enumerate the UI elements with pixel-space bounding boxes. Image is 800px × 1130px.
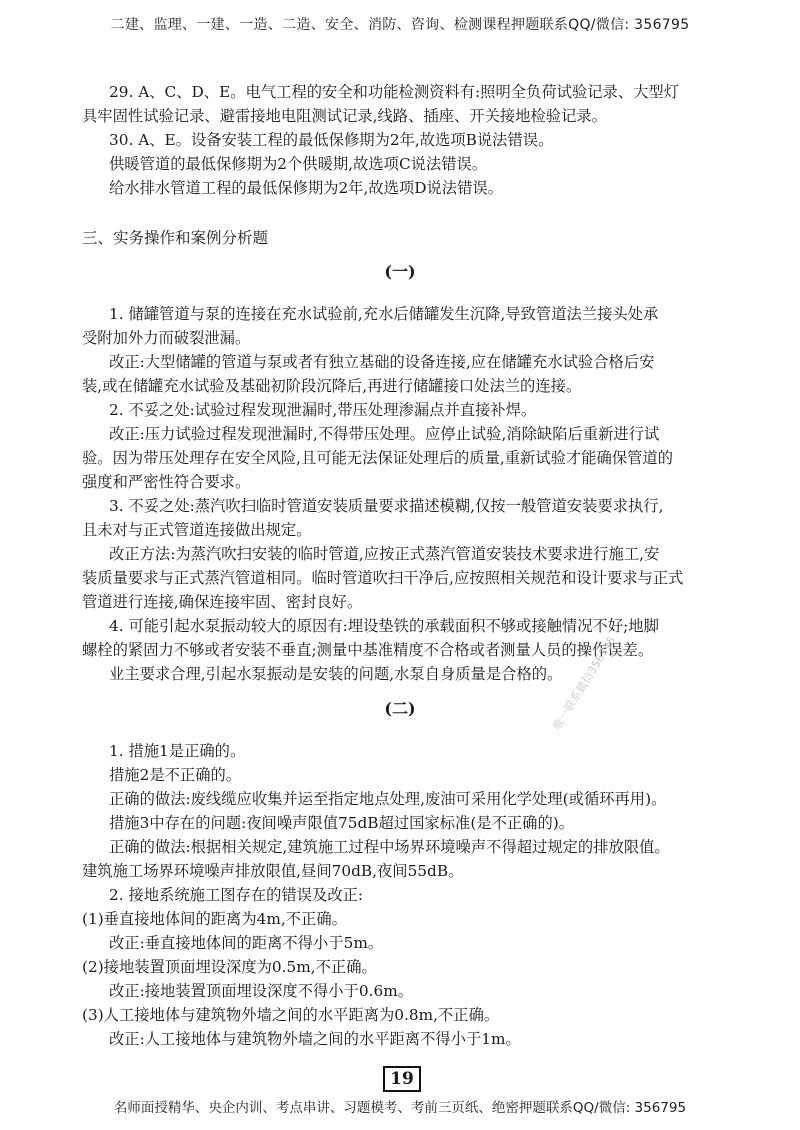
case-2-line: 正确的做法:废线缆应收集并运至指定地点处理,废油可采用化学处理(或循环再用)。: [109, 790, 667, 808]
answer-29-line-1: 29. A、C、D、E。电气工程的安全和功能检测资料有:照明全负荷试验记录、大型灯: [109, 83, 680, 101]
case-2-line: 改正:接地装置顶面埋设深度不得小于0.6m。: [109, 982, 414, 1000]
answer-30-line-3: 给水排水管道工程的最低保修期为2年,故选项D说法错误。: [109, 179, 503, 197]
case-2-line: 1. 措施1是正确的。: [109, 742, 246, 760]
answer-29-line-2: 具牢固性试验记录、避雷接地电阻测试记录,线路、插座、开关接地检验记录。: [82, 107, 607, 125]
case-1-line: 1. 储罐管道与泵的连接在充水试验前,充水后储罐发生沉降,导致管道法兰接头处承: [109, 305, 659, 323]
case-2-line: 建筑施工场界环境噪声排放限值,昼间70dB,夜间55dB。: [82, 862, 464, 880]
case-1-line: 4. 可能引起水泵振动较大的原因有:埋设垫铁的承载面积不够或接触情况不好;地脚: [109, 617, 659, 635]
case-2-line: 措施3中存在的问题:夜间噪声限值75dB超过国家标准(是不正确的)。: [109, 814, 575, 832]
answer-30-line-1: 30. A、E。设备安装工程的最低保修期为2年,故选项B说法错误。: [109, 131, 554, 149]
case-2-line: 改正:垂直接地体间的距离不得小于5m。: [109, 934, 384, 952]
case-1-line: 装,或在储罐充水试验及基础初阶段沉降后,再进行储罐接口处法兰的连接。: [82, 377, 582, 395]
case-2-line: 措施2是不正确的。: [109, 766, 242, 784]
case-1-line: 强度和严密性符合要求。: [82, 473, 251, 491]
case-1-line: 2. 不妥之处:试验过程发现泄漏时,带压处理渗漏点并直接补焊。: [109, 401, 537, 419]
case-1-line: 改正:大型储罐的管道与泵或者有独立基础的设备连接,应在储罐充水试验合格后安: [109, 353, 655, 371]
case-1-line: 3. 不妥之处:蒸汽吹扫临时管道安装质量要求描述模糊,仅按一般管道安装要求执行,: [109, 497, 664, 515]
case-1-line: 且未对与正式管道连接做出规定。: [82, 521, 312, 539]
case-2-line: 2. 接地系统施工图存在的错误及改正:: [109, 886, 364, 904]
watermark: 唯一联系微信356795: [550, 634, 619, 733]
case-1-line: 管道进行连接,确保连接牢固、密封良好。: [82, 593, 363, 611]
case-2-title: (二): [384, 699, 416, 718]
case-1-line: 受附加外力而破裂泄漏。: [82, 329, 251, 347]
case-1-line: 改正方法:为蒸汽吹扫安装的临时管道,应按正式蒸汽管道安装技术要求进行施工,安: [109, 545, 660, 563]
case-1-line: 改正:压力试验过程发现泄漏时,不得带压处理。应停止试验,消除缺陷后重新进行试: [109, 425, 660, 443]
case-2-line: 正确的做法:根据相关规定,建筑施工过程中场界环境噪声不得超过规定的排放限值。: [109, 838, 670, 856]
case-2-line: (3)人工接地体与建筑物外墙之间的水平距离为0.8m,不正确。: [82, 1006, 500, 1024]
case-1-line: 业主要求合理,引起水泵振动是安装的问题,水泵自身质量是合格的。: [109, 665, 563, 683]
case-2-line: (2)接地装置顶面埋设深度为0.5m,不正确。: [82, 958, 377, 976]
case-2-line: 改正:人工接地体与建筑物外墙之间的水平距离不得小于1m。: [109, 1030, 521, 1048]
page-number: 19: [383, 1066, 421, 1092]
case-1-line: 验。因为带压处理存在安全风险,且可能无法保证处理后的质量,重新试验才能确保管道的: [82, 449, 674, 467]
case-1-line: 螺栓的紧固力不够或者安装不垂直;测量中基准精度不合格或者测量人员的操作误差。: [82, 641, 654, 659]
header-banner: 二建、监理、一建、一造、二造、安全、消防、咨询、检测课程押题联系QQ/微信: 356795: [110, 17, 690, 33]
case-1-line: 装质量要求与正式蒸汽管道相同。临时管道吹扫干净后,应按照相关规范和设计要求与正式: [82, 569, 684, 587]
case-2-line: (1)垂直接地体间的距离为4m,不正确。: [82, 910, 347, 928]
footer-banner: 名师面授精华、央企内训、考点串讲、习题模考、考前三页纸、绝密押题联系QQ/微信: 356795: [113, 1100, 687, 1116]
section-title: 三、实务操作和案例分析题: [82, 229, 269, 247]
answer-30-line-2: 供暖管道的最低保修期为2个供暖期,故选项C说法错误。: [109, 155, 488, 173]
case-1-title: (一): [384, 262, 416, 281]
